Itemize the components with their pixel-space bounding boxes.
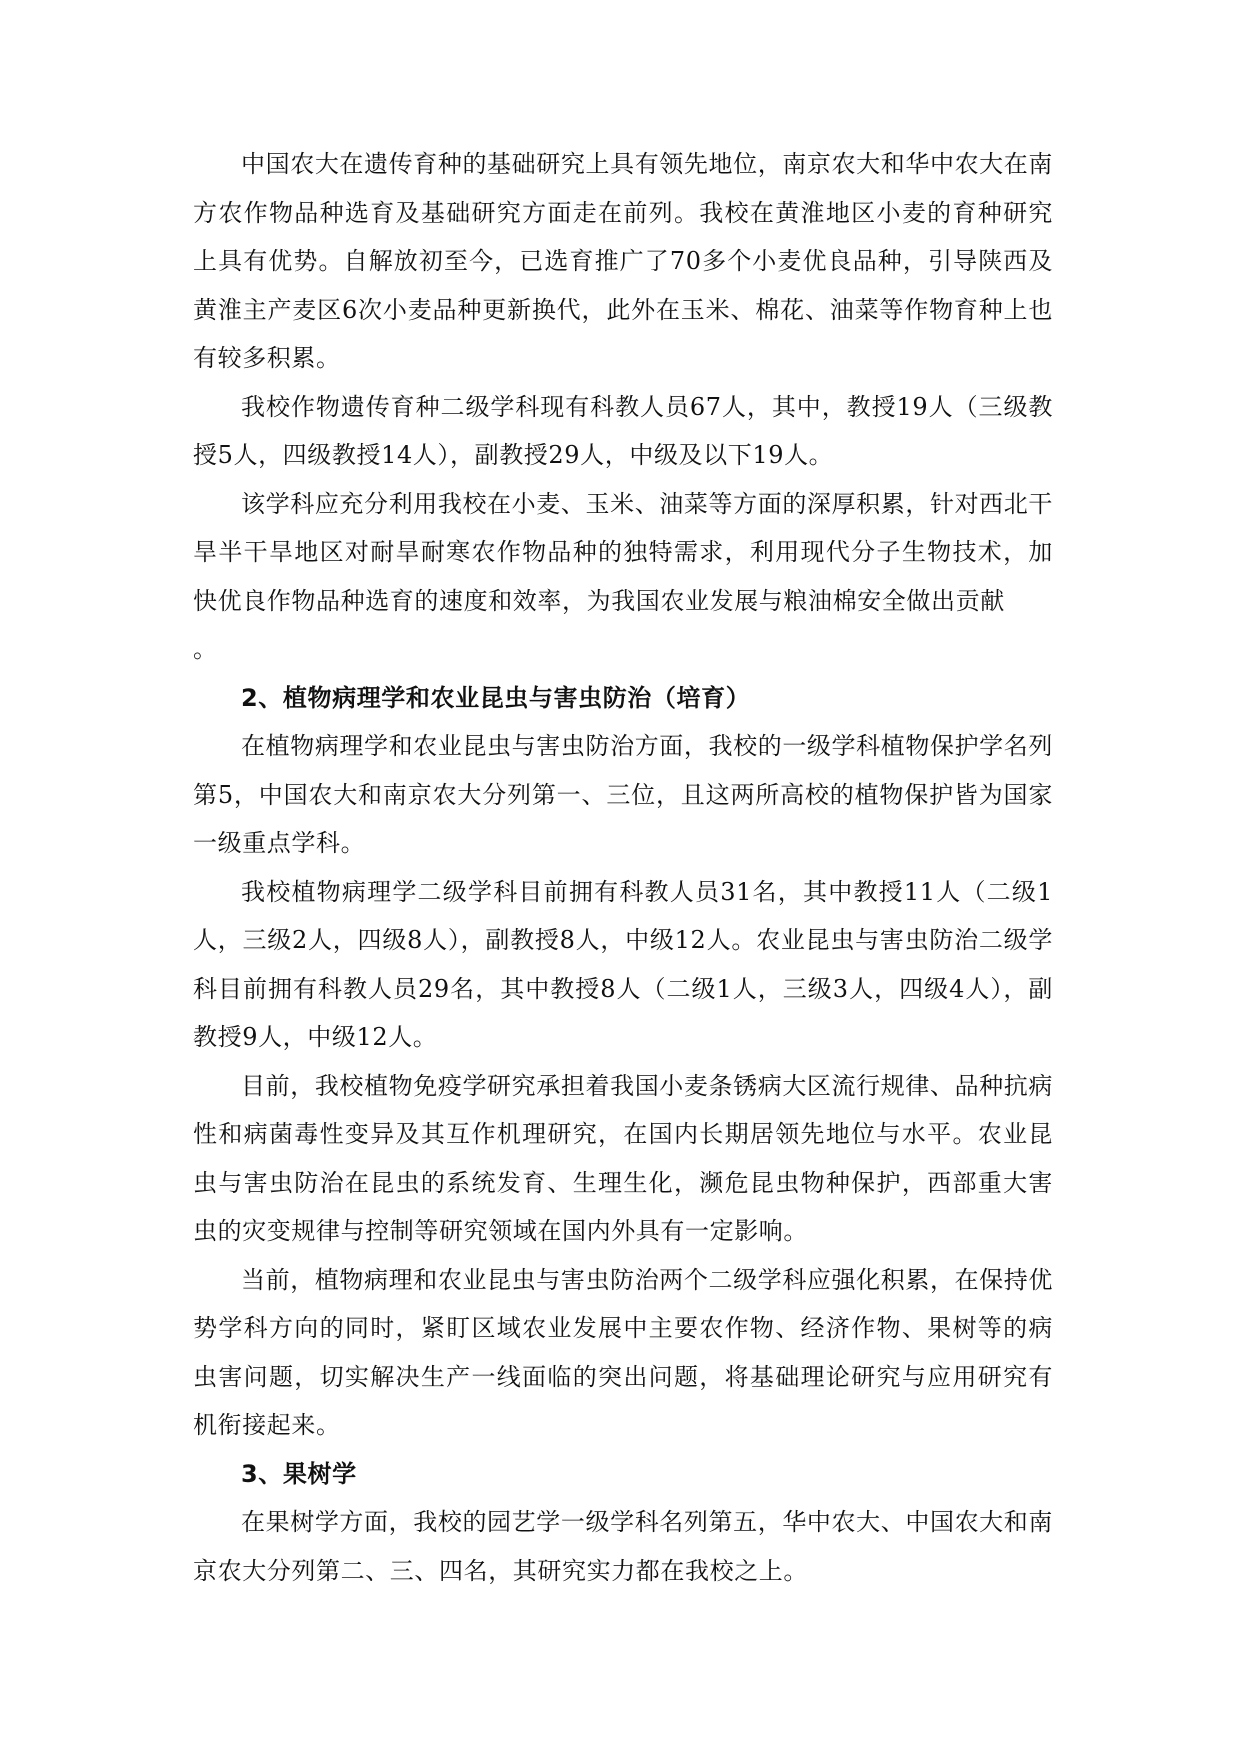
paragraph-crop-breeding-staff: 我校作物遗传育种二级学科现有科教人员67人，其中，教授19人（三级教授5人，四级教授14人），副教授29人，中级及以下19人。 [193, 392, 1053, 469]
paragraph-plant-immunology-research: 目前，我校植物免疫学研究承担着我国小麦条锈病大区流行规律、品种抗病性和病菌毒性变异及其互作机理研究，在国内长期居领先地位与水平。农业昆虫与害虫防治在昆虫的系统发育、生理生化，濒危昆虫物种保护，西部重大害虫的灾变规律与控制等研究领域在国内外具有一定影响。 [193, 1071, 1053, 1245]
paragraph-plant-protection-ranking: 在植物病理学和农业昆虫与害虫防治方面，我校的一级学科植物保护学名列第5，中国农大和南京农大分列第一、三位，且这两所高校的植物保护皆为国家一级重点学科。 [193, 732, 1053, 857]
paragraph-plant-pathology-plan: 当前，植物病理和农业昆虫与害虫防治两个二级学科应强化积累，在保持优势学科方向的同时，紧盯区域农业发展中主要农作物、经济作物、果树等的病虫害问题，切实解决生产一线面临的突出问题，将基础理论研究与应用研究有机衔接起来。 [193, 1265, 1053, 1439]
document-body [193, 140, 1053, 1595]
paragraph-crop-breeding-overview: 中国农大在遗传育种的基础研究上具有领先地位，南京农大和华中农大在南方农作物品种选育及基础研究方面走在前列。我校在黄淮地区小麦的育种研究上具有优势。自解放初至今，已选育推广了70多个小麦优良品种，引导陕西及黄淮主产麦区6次小麦品种更新换代，此外在玉米、棉花、油菜等作物育种上也有较多积累。 [193, 150, 1053, 372]
paragraph-trailing-period: 。 [193, 635, 217, 663]
section-heading-pomology: 3、果树学 [241, 1459, 357, 1488]
paragraph-pomology-ranking: 在果树学方面，我校的园艺学一级学科名列第五，华中农大、中国农大和南京农大分列第二、三、四名，其研究实力都在我校之上。 [193, 1508, 1053, 1585]
paragraph-crop-breeding-plan: 该学科应充分利用我校在小麦、玉米、油菜等方面的深厚积累，针对西北干旱半干旱地区对耐旱耐寒农作物品种的独特需求，利用现代分子生物技术，加快优良作物品种选育的速度和效率，为我国农业发展与粮油棉安全做出贡献 [193, 489, 1053, 615]
paragraph-plant-pathology-staff: 我校植物病理学二级学科目前拥有科教人员31名，其中教授11人（二级1人，三级2人，四级8人），副教授8人，中级12人。农业昆虫与害虫防治二级学科目前拥有科教人员29名，其中教授8人（二级1人，三级3人，四级4人），副教授9人，中级12人。 [193, 877, 1053, 1051]
section-heading-plant-pathology: 2、植物病理学和农业昆虫与害虫防治（培育） [241, 683, 751, 712]
